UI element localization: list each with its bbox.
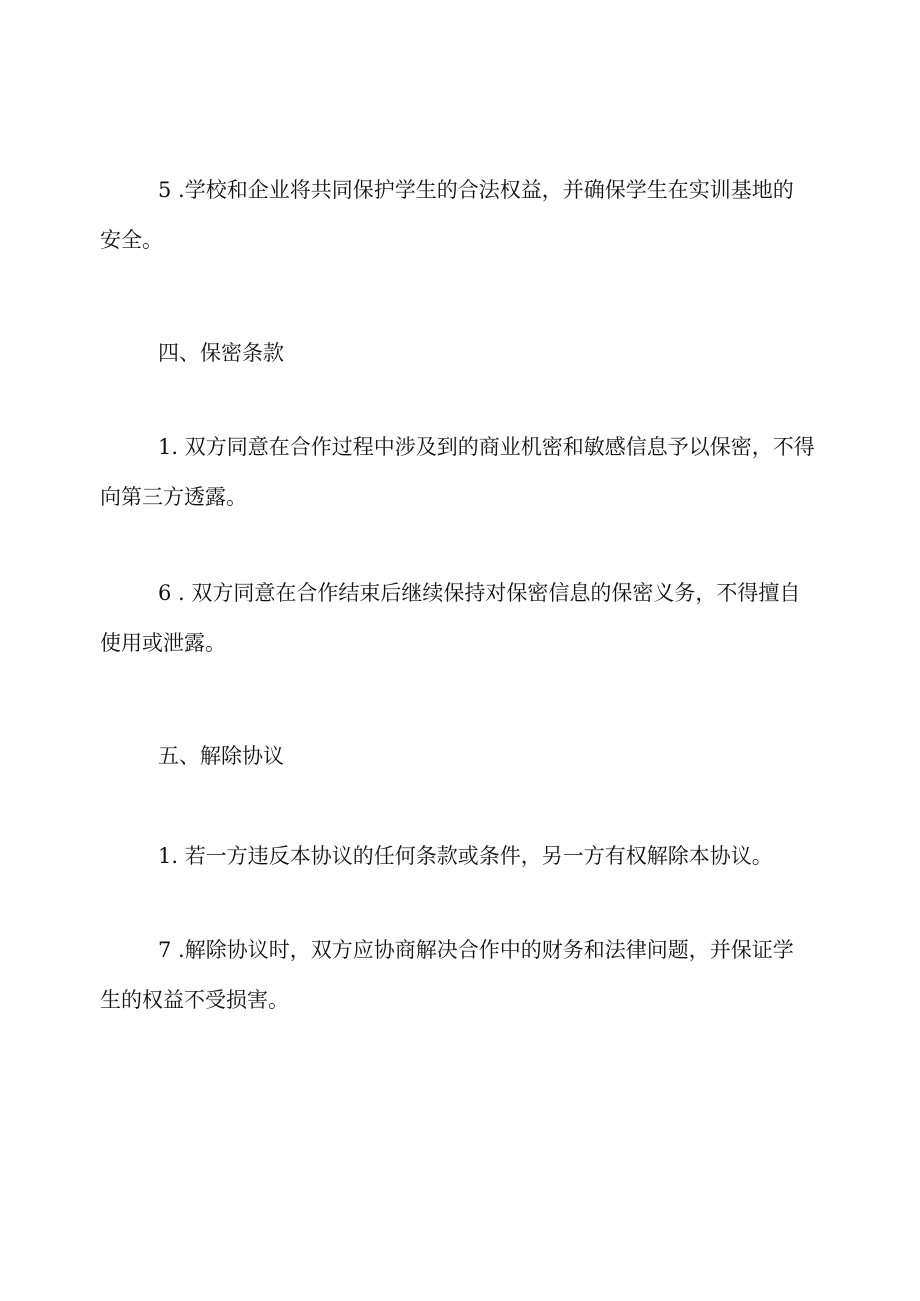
clause-line: 使用或泄露。 — [100, 631, 226, 655]
clause-confidentiality-6 — [100, 568, 822, 668]
clause-line: 1. 双方同意在合作过程中涉及到的商业机密和敏感信息予以保密，不得 — [158, 435, 815, 459]
clause-termination-7 — [100, 925, 822, 1025]
clause-line: 6 . 双方同意在合作结束后继续保持对保密信息的保密义务，不得擅自 — [158, 581, 801, 605]
section-heading-termination: 五、解除协议 — [158, 744, 284, 768]
section-heading-confidentiality: 四、保密条款 — [158, 341, 284, 365]
clause-line: 5 .学校和企业将共同保护学生的合法权益，并确保学生在实训基地的 — [158, 178, 794, 202]
clause-line: 1. 若一方违反本协议的任何条款或条件，另一方有权解除本协议。 — [158, 844, 773, 868]
clause-line: 安全。 — [100, 228, 163, 252]
clause-termination-1 — [158, 831, 822, 881]
clause-line: 生的权益不受损害。 — [100, 988, 289, 1012]
clause-line: 7 .解除协议时，双方应协商解决合作中的财务和法律问题，并保证学 — [158, 938, 794, 962]
clause-student-safety — [100, 165, 822, 265]
clause-confidentiality-1 — [100, 422, 822, 522]
clause-line: 向第三方透露。 — [100, 485, 247, 509]
